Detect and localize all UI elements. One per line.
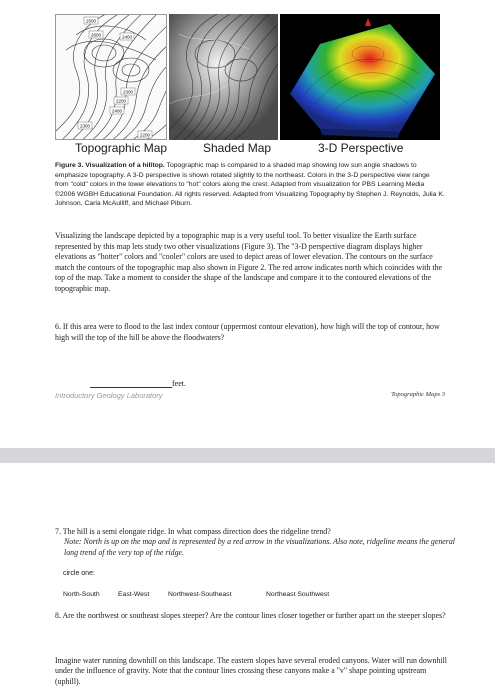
panel-label-3d: 3-D Perspective bbox=[318, 141, 404, 155]
option-east-west[interactable]: East-West bbox=[118, 591, 150, 598]
answer-unit: feet. bbox=[172, 379, 186, 388]
question-6: 6. If this area were to flood to the last index contour (uppermost contour elevation), how high will the top of contour, how high will the top of the hill be above the floodwaters? bbox=[55, 322, 440, 342]
footer-left: Introductory Geology Laboratory bbox=[55, 391, 163, 400]
footer-right: Topographic Maps 3 bbox=[391, 391, 445, 398]
intro-paragraph: Visualizing the landscape depicted by a topographic map is a very useful tool. To better visualize the Earth surface represented by this map lets study two other visualizations (Figure 3). The "3-D perspective diagram displays higher elevations as "hotter" colors and "cooler" colors are used to depict areas of lower elevation. The contours on the surface match the contours of the topographic map also shown in Figure 2. The red arrow indicates north which coincides with the top of the map. Take a moment to consider the shape of the landscape and compare it to the contoured elevations of the topographic map. bbox=[55, 231, 443, 293]
question-7 bbox=[55, 527, 455, 558]
panel-label-shaded: Shaded Map bbox=[203, 141, 272, 155]
page-break bbox=[0, 448, 495, 463]
figure-caption-text: Topographic map is compared to a shaded map showing low sun angle shadows to emphasize topography. A 3-D perspective is shown rotated slightly to the northeast. Colors in the 3-D perspective view range from "cold" colors in the lower elevations to "hot" colors along the crest. Adapted from visualization for PBS Learning Media ©2006 WGBH Educational Foundation. All rights reserved. Adapted from Visualizing Topography by Stephen J. Reynolds, Julia K. Johnson, Carla McAulliff, and Michael Piburn. bbox=[55, 162, 445, 208]
topographic-map-image bbox=[55, 14, 167, 140]
topo-label: 2200 bbox=[140, 132, 151, 138]
topo-label: 2300 bbox=[80, 123, 91, 129]
question-7-note: Note: North is up on the map and is represented by a red arrow in the visualizations. Also note, ridgeline means the general long trend of the very top of the ridge. bbox=[64, 537, 455, 557]
panel-label-topographic: Topographic Map bbox=[75, 141, 168, 155]
question-9-intro: Imagine water running downhill on this landscape. The eastern slopes have several eroded canyons. Water will run downhill under the influence of gravity. Note that the contour lines crossing these canyons make a "v" shape pointing upstream (uphill). bbox=[55, 656, 447, 686]
topo-label: 2400 bbox=[112, 108, 123, 114]
topo-label: 2300 bbox=[123, 89, 134, 95]
option-northwest-southeast[interactable]: Northwest-Southeast bbox=[168, 591, 232, 598]
answer-blank-q6[interactable] bbox=[90, 379, 186, 388]
figure-caption bbox=[55, 161, 445, 209]
shaded-map-image bbox=[169, 14, 278, 140]
topo-label: 2400 bbox=[122, 34, 133, 40]
option-northeast-southwest[interactable]: Northeast Southwest bbox=[266, 591, 330, 598]
topo-label: 2600 bbox=[91, 32, 102, 38]
figure-caption-title: Figure 3. Visualization of a hilltop. bbox=[55, 162, 165, 169]
question-7-text: 7. The hill is a semi elongate ridge. In what compass direction does the ridgeline trend? bbox=[55, 527, 331, 536]
topo-label: 2200 bbox=[116, 98, 127, 104]
answer-options bbox=[63, 591, 443, 603]
3d-perspective-image bbox=[280, 14, 440, 140]
figure-panel-labels bbox=[55, 141, 440, 159]
topo-label: 2500 bbox=[86, 18, 97, 24]
option-north-south[interactable]: North-South bbox=[63, 591, 100, 598]
question-8: 8. Are the northwest or southeast slopes steeper? Are the contour lines closer together or further apart on the steeper slopes? bbox=[55, 611, 446, 620]
answer-line[interactable] bbox=[90, 379, 172, 388]
circle-one-label: circle one: bbox=[63, 570, 95, 577]
